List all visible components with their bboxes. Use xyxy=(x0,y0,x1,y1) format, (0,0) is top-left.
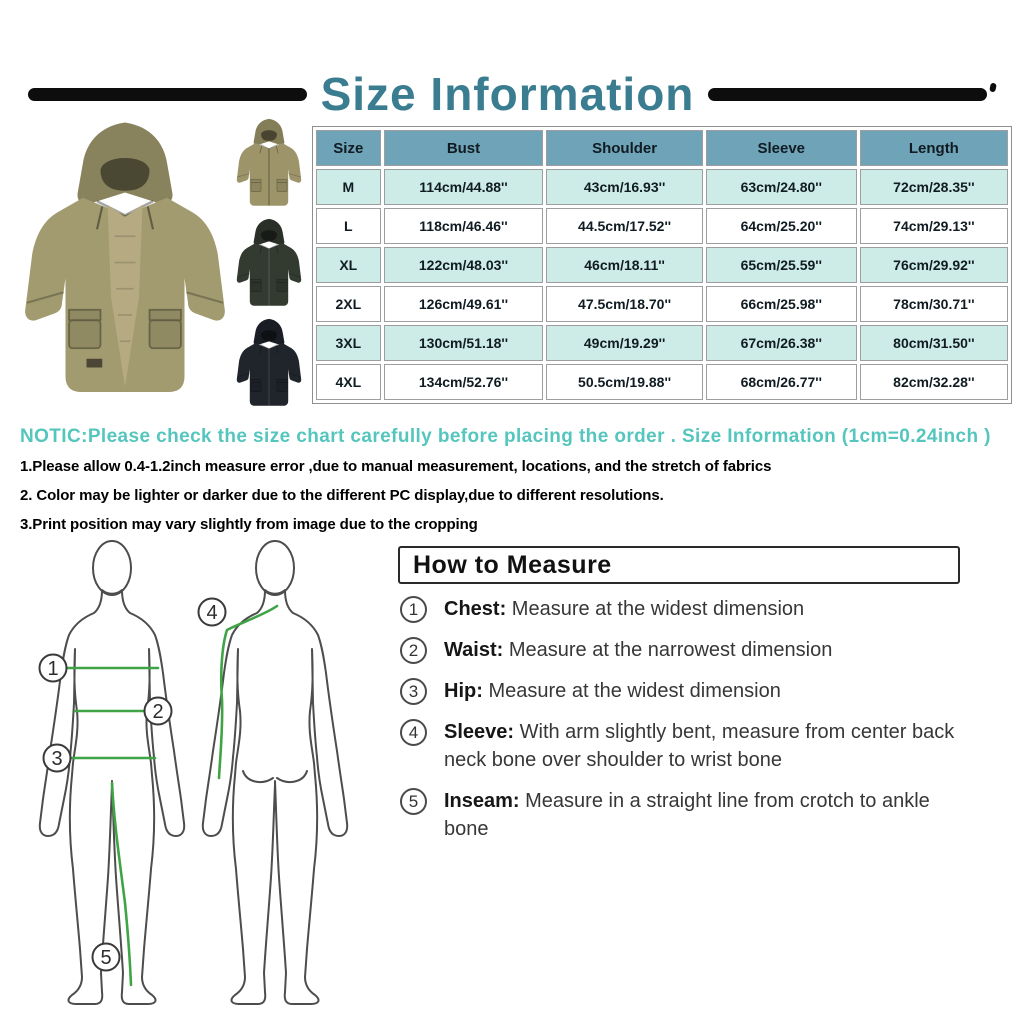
header-size: Size xyxy=(316,130,381,166)
step-text: Inseam: Measure in a straight line from crotch to ankle bone xyxy=(444,790,930,840)
svg-text:3: 3 xyxy=(51,748,63,770)
cell-length: 78cm/30.71'' xyxy=(860,286,1008,322)
cell-length: 82cm/32.28'' xyxy=(860,364,1008,400)
cell-bust: 130cm/51.18'' xyxy=(384,325,544,361)
thumbnail-dark-olive-jacket xyxy=(228,216,310,312)
page-title: Size Information xyxy=(320,68,695,120)
step-number-badge: 4 xyxy=(400,719,427,746)
header-bust: Bust xyxy=(384,130,544,166)
cell-sleeve: 63cm/24.80'' xyxy=(706,169,857,205)
body-figure-front xyxy=(40,541,184,1004)
notice-item-1: 1.Please allow 0.4-1.2inch measure error ,due to manual measurement, locations, and the stretch of fabrics xyxy=(20,458,772,475)
cell-size: 4XL xyxy=(316,364,381,400)
svg-text:2: 2 xyxy=(152,701,164,723)
step-text: Chest: Measure at the widest dimension xyxy=(444,598,805,620)
step-number-badge: 3 xyxy=(400,678,427,705)
notice-headline: NOTIC:Please check the size chart carefully before placing the order . Size Information (1cm=0.24inch ) xyxy=(20,426,991,447)
cell-length: 72cm/28.35'' xyxy=(860,169,1008,205)
cell-bust: 126cm/49.61'' xyxy=(384,286,544,322)
table-row xyxy=(316,364,1008,400)
title-rule-tick xyxy=(989,82,997,92)
table-row xyxy=(316,325,1008,361)
cell-length: 76cm/29.92'' xyxy=(860,247,1008,283)
how-to-measure-box xyxy=(398,546,960,584)
header-sleeve: Sleeve xyxy=(706,130,857,166)
table-row xyxy=(316,247,1008,283)
how-to-measure-title: How to Measure xyxy=(413,550,612,579)
header-length: Length xyxy=(860,130,1008,166)
size-table xyxy=(312,126,1012,404)
cell-size: M xyxy=(316,169,381,205)
cell-shoulder: 46cm/18.11'' xyxy=(546,247,702,283)
cell-size: 2XL xyxy=(316,286,381,322)
notice-item-3: 3.Print position may vary slightly from image due to the cropping xyxy=(20,516,478,533)
cell-shoulder: 50.5cm/19.88'' xyxy=(546,364,702,400)
marker-inseam xyxy=(93,944,120,971)
measure-step-chest xyxy=(400,595,960,623)
notice-section xyxy=(20,426,1015,533)
cell-sleeve: 68cm/26.77'' xyxy=(706,364,857,400)
marker-sleeve xyxy=(199,599,226,626)
title-rule-left xyxy=(28,88,307,101)
table-row xyxy=(316,169,1008,205)
marker-chest xyxy=(40,655,67,682)
sleeve-measure-line xyxy=(219,606,277,778)
size-table-container xyxy=(312,126,1012,404)
table-row xyxy=(316,286,1008,322)
measure-step-sleeve xyxy=(400,718,960,774)
cell-bust: 134cm/52.76'' xyxy=(384,364,544,400)
cell-size: L xyxy=(316,208,381,244)
cell-length: 80cm/31.50'' xyxy=(860,325,1008,361)
thumbnail-khaki-jacket xyxy=(228,116,310,212)
cell-bust: 118cm/46.46'' xyxy=(384,208,544,244)
step-number-badge: 5 xyxy=(400,788,427,815)
marker-waist xyxy=(145,698,172,725)
cell-shoulder: 49cm/19.29'' xyxy=(546,325,702,361)
body-measurement-diagram xyxy=(28,533,380,1015)
cell-bust: 122cm/48.03'' xyxy=(384,247,544,283)
svg-text:1: 1 xyxy=(47,658,59,680)
svg-text:5: 5 xyxy=(100,947,112,969)
step-number-badge: 1 xyxy=(400,596,427,623)
product-thumbnails xyxy=(228,116,310,412)
cell-sleeve: 65cm/25.59'' xyxy=(706,247,857,283)
header-shoulder: Shoulder xyxy=(546,130,702,166)
measure-step-inseam xyxy=(400,787,960,843)
cell-length: 74cm/29.13'' xyxy=(860,208,1008,244)
cell-bust: 114cm/44.88'' xyxy=(384,169,544,205)
measure-step-hip xyxy=(400,677,960,705)
cell-size: 3XL xyxy=(316,325,381,361)
cell-shoulder: 44.5cm/17.52'' xyxy=(546,208,702,244)
table-row xyxy=(316,208,1008,244)
step-text: Hip: Measure at the widest dimension xyxy=(444,680,781,702)
title-rule-right xyxy=(708,88,987,101)
notice-item-2: 2. Color may be lighter or darker due to the different PC display,due to different resolutions. xyxy=(20,487,664,504)
step-text: Waist: Measure at the narrowest dimension xyxy=(444,639,833,661)
cell-sleeve: 66cm/25.98'' xyxy=(706,286,857,322)
measure-steps-list xyxy=(400,595,960,856)
step-text: Sleeve: With arm slightly bent, measure from center back neck bone over shoulder to wrist bone xyxy=(444,721,955,771)
cell-sleeve: 67cm/26.38'' xyxy=(706,325,857,361)
cell-shoulder: 43cm/16.93'' xyxy=(546,169,702,205)
table-header-row xyxy=(316,130,1008,166)
svg-text:4: 4 xyxy=(206,602,218,624)
cell-shoulder: 47.5cm/18.70'' xyxy=(546,286,702,322)
cell-sleeve: 64cm/25.20'' xyxy=(706,208,857,244)
main-product-image-khaki-jacket xyxy=(20,110,230,415)
cell-size: XL xyxy=(316,247,381,283)
measure-step-waist xyxy=(400,636,960,664)
step-number-badge: 2 xyxy=(400,637,427,664)
marker-hip xyxy=(44,745,71,772)
thumbnail-black-jacket xyxy=(228,316,310,412)
